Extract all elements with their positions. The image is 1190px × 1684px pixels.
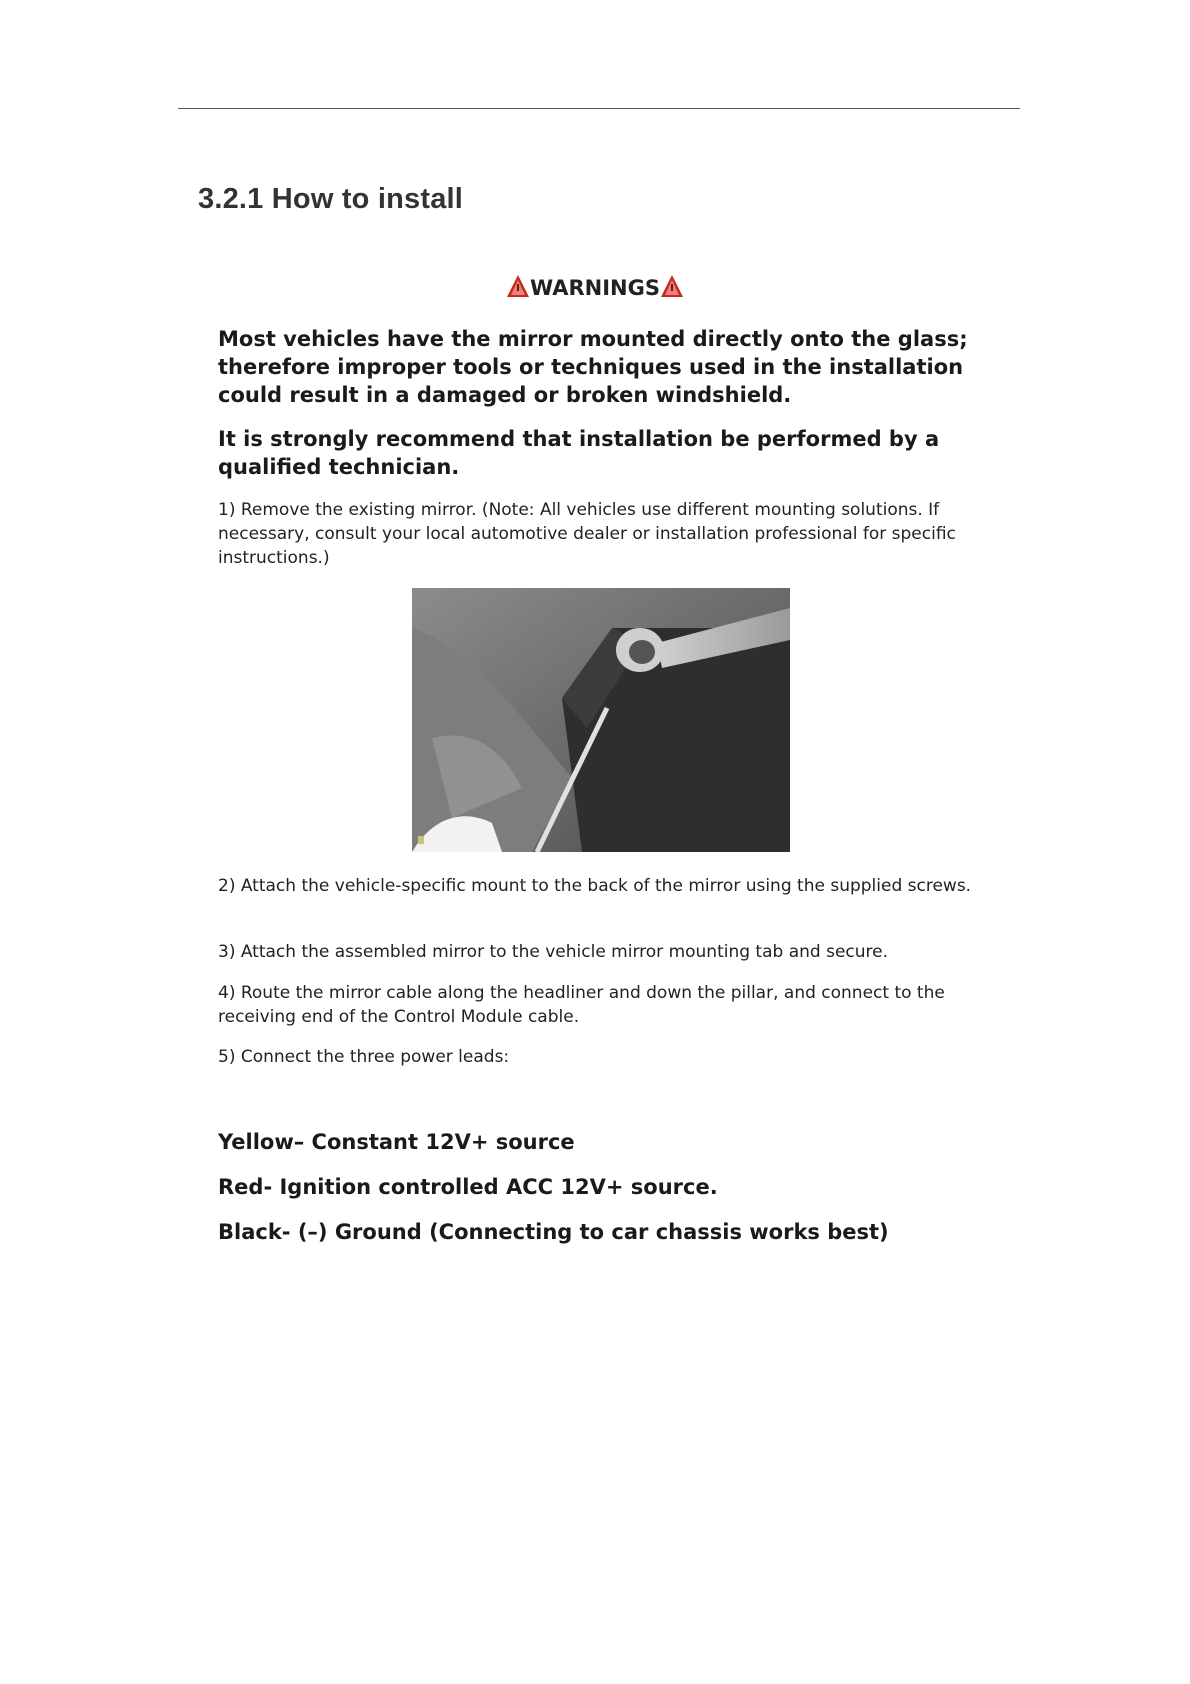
warning-triangle-icon — [506, 274, 530, 298]
step-route-cable: 4) Route the mirror cable along the headliner and down the pillar, and connect to the receiving end of the Control Module cable. — [218, 983, 945, 1027]
power-lead-black: Black- (–) Ground (Connecting to car chassis works best) — [218, 1220, 889, 1244]
warnings-heading — [0, 274, 1190, 300]
step-remove-mirror: 1) Remove the existing mirror. (Note: All vehicles use different mounting solutions. If necessary, consult your local automotive dealer or installation professional for specific instructions.) — [218, 500, 956, 568]
mirror-removal-photo — [412, 588, 790, 852]
header-rule — [178, 108, 1020, 109]
warning-paragraph-technician: It is strongly recommend that installation be performed by a qualified technician. — [218, 427, 940, 479]
step-attach-mount: 2) Attach the vehicle-specific mount to the back of the mirror using the supplied screws. — [218, 876, 972, 896]
step-attach-mirror: 3) Attach the assembled mirror to the vehicle mirror mounting tab and secure. — [218, 942, 889, 962]
warning-triangle-icon — [660, 274, 684, 298]
power-lead-yellow: Yellow– Constant 12V+ source — [218, 1130, 575, 1154]
section-title: 3.2.1 How to install — [198, 183, 464, 215]
power-lead-red: Red- Ignition controlled ACC 12V+ source. — [218, 1175, 718, 1199]
warnings-label: WARNINGS — [530, 276, 660, 300]
step-connect-leads: 5) Connect the three power leads: — [218, 1047, 510, 1067]
warning-paragraph-glass: Most vehicles have the mirror mounted directly onto the glass; therefore improper tools or techniques used in the installation could result in a damaged or broken windshield. — [218, 327, 968, 407]
